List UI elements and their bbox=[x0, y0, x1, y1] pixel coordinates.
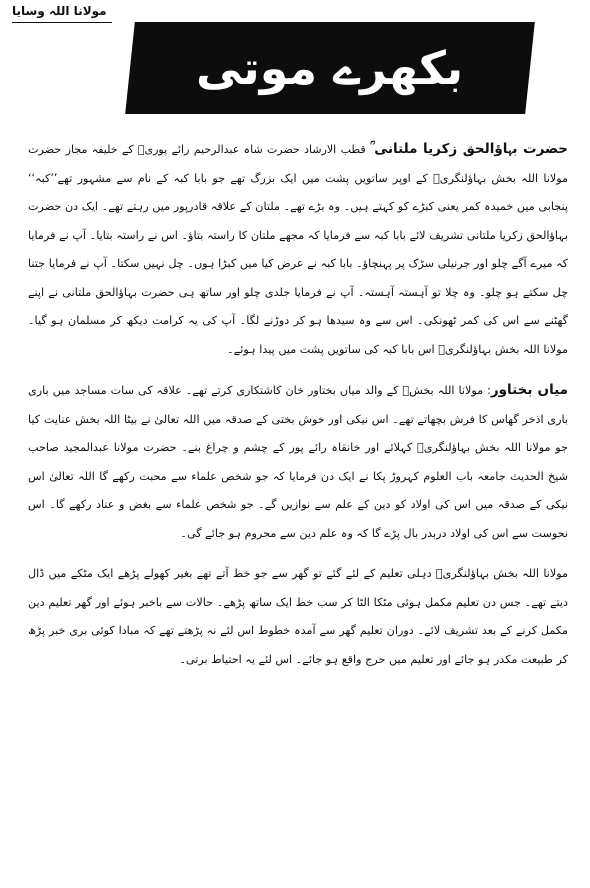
section-2-heading: میاں بختاور bbox=[490, 382, 569, 398]
section-3-paragraph bbox=[28, 560, 568, 674]
section-3-body: مولانا اللہ بخش بہاؤلنگریؒ دہلی تعلیم کے لئے گئے تو گھر سے جو خط آتے تھے بغیر کھولے پڑھے ایک مٹکے میں ڈال دیتے تھے۔ جس دن تعلیم مکمل ہوئی مٹکا الٹا کر سب خط ایک ساتھ پڑھے۔ حالات سے باخبر ہوئے اور گھر تعلیم دین مکمل کرنے کے بعد تشریف لائے۔ دوران تعلیم گھر سے آمدہ خطوط اس لئے نہ پڑھتے تھے کہ مبادا کوئی بری خبر پڑھ کر طبیعت مکدر ہو جائے اور تعلیم میں حرج واقع ہو جائے۔ اس لئے یہ احتیاط برتی۔ bbox=[28, 567, 568, 666]
section-2-paragraph: میاں بختاور: مولانا اللہ بخشؒ کے والد میاں بختاور خان کاشتکاری کرتے تھے۔ علاقہ کی سات مساجد میں باری باری اذخر گھاس کا فرش بچھاتے تھے۔ اس نیکی اور خوش بختی کے صدقہ میں اللہ تعالیٰ نے بیٹا اللہ بخش عنایت کیا جو مولانا اللہ بخش بہاؤلنگریؒ کہلائے اور خانقاہ رائے پور کے چشم و چراغ بنے۔ حضرت مولانا عبدالمجید صاحب شیخ الحدیث جامعہ باب العلوم کہروڑ پکا نے ایک دن فرمایا کہ جو شخص علماء سے محبت رکھے گا اللہ تعالیٰ اس نیکی کے صدقہ میں اس کی اولاد کو دین کے علم سے نوازیں گے۔ جو شخص علماء سے بغض و عناد رکھے گا۔ اس نحوست سے اس کی اولاد دربدر بال پڑے گا کہ وہ علم دین سے محروم ہو جائے گی۔ bbox=[28, 382, 569, 540]
section-gap bbox=[28, 548, 568, 560]
author-underline bbox=[12, 22, 112, 23]
page-title: بکھرے موتی bbox=[196, 41, 464, 95]
section-1-heading: حضرت بہاؤالحق زکریا ملتانی ؒ bbox=[370, 141, 568, 157]
title-banner bbox=[125, 22, 535, 114]
author-name: مولانا اللہ وسایا bbox=[12, 4, 107, 18]
section-1-subheading: قطب الارشاد حضرت شاہ عبدالرحیم رائے پوریؒ کے خلیفہ مجاز bbox=[65, 143, 366, 156]
section-1-paragraph bbox=[28, 135, 568, 364]
section-gap bbox=[28, 364, 568, 376]
section-1-body: حضرت مولانا اللہ بخش بہاؤلنگریؒ کے اوپر ساتویں پشت میں ایک بزرگ تھے جو بابا کبہ کے نام سے مشہور تھے’’کبہ‘‘ پنجابی میں خمیدہ کمر یعنی کبڑے کو کہتے ہیں۔ وہ بڑے تھے۔ ملتان کے علاقہ قادرپور میں رہتے تھے۔ ایک دن حضرت بہاؤالحق زکریا ملتانی تشریف لائے بابا کبہ سے فرمایا کہ مجھے ملتان کا راستہ بتاؤ۔ اس نے راستہ بتایا۔ آپ نے فرمایا کہ میرے آگے چلو اور جرنیلی سڑک پر پہنچاؤ۔ بابا کبہ نے عرض کیا میں کبڑا ہوں۔ چل نہیں سکتا۔ آپ نے فرمایا جتنا چل سکتے ہو چلو۔ وہ چلا تو آہستہ آہستہ۔ آپ نے فرمایا جلدی چلو اور ساتھ ہی حضرت بہاؤالحق ملتانی نے اپنے گھٹنے سے اس کی کمر ٹھونکی۔ اس سے وہ سیدھا ہو کر دوڑنے لگا۔ آپ کی یہ کرامت دیکھ کر مسلمان ہو گیا۔ مولانا اللہ بخش بہاؤلنگریؒ اس بابا کبہ کی ساتویں پشت میں پیدا ہوئے۔ bbox=[28, 143, 568, 356]
article-body bbox=[28, 135, 568, 674]
section-2-body: مولانا اللہ بخشؒ کے والد میاں بختاور خان کاشتکاری کرتے تھے۔ علاقہ کی سات مساجد میں باری باری اذخر گھاس کا فرش بچھاتے تھے۔ اس نیکی اور خوش بختی کے صدقہ میں اللہ تعالیٰ نے بیٹا اللہ بخش عنایت کیا جو مولانا اللہ بخش بہاؤلنگریؒ کہلائے اور خانقاہ رائے پور کے چشم و چراغ بنے۔ حضرت مولانا عبدالمجید صاحب شیخ الحدیث جامعہ باب العلوم کہروڑ پکا نے ایک دن فرمایا کہ جو شخص علماء سے محبت رکھے گا اللہ تعالیٰ اس نیکی کے صدقہ میں اس کی اولاد کو دین کے علم سے نوازیں گے۔ جو شخص علماء سے بغض و عناد رکھے گا۔ اس نحوست سے اس کی اولاد دربدر بال پڑے گا کہ وہ علم دین سے محروم ہو جائے گی۔ bbox=[28, 384, 568, 540]
